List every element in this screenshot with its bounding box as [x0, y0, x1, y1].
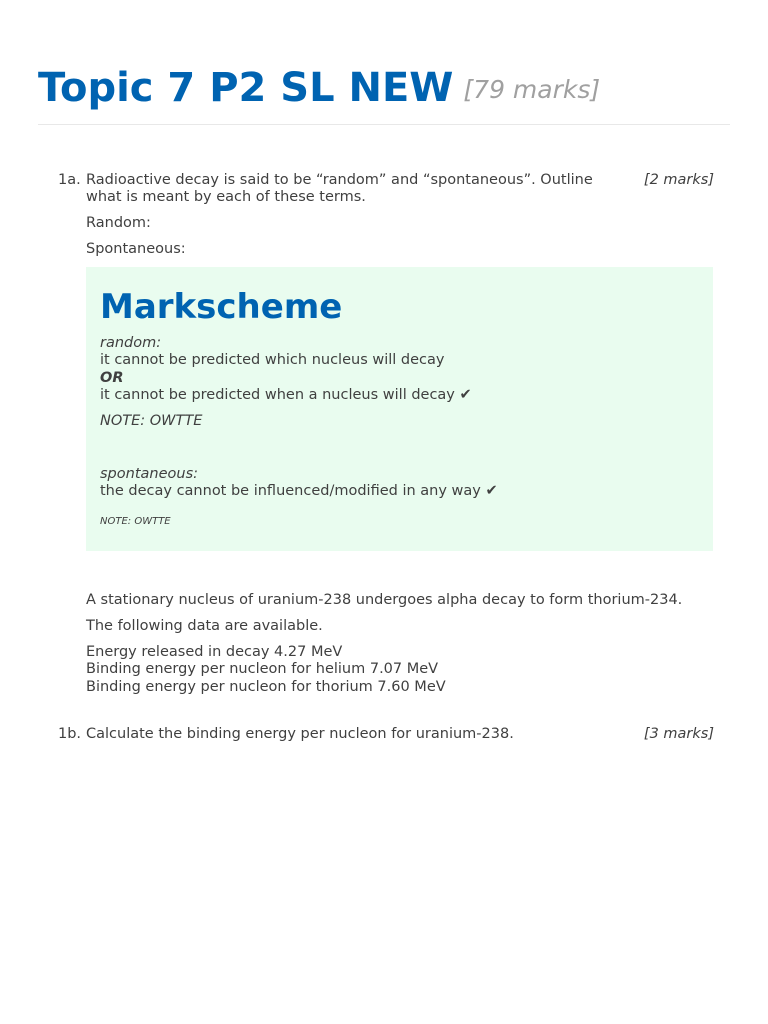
question-number: 1a.: [58, 172, 81, 188]
markscheme-line-1: it cannot be predicted which nucleus will decay: [100, 352, 445, 368]
question-number: 1b.: [58, 726, 82, 742]
markscheme-box: [86, 267, 713, 551]
random-label: Random:: [86, 215, 151, 231]
stem-intro: A stationary nucleus of uranium-238 undergoes alpha decay to form thorium-234.: [86, 592, 683, 608]
total-marks: [79 marks]: [463, 75, 601, 104]
data-intro: The following data are available.: [86, 618, 323, 634]
markscheme-title: Markscheme: [100, 287, 343, 327]
random-heading: random:: [100, 335, 162, 351]
data-line-thorium: Binding energy per nucleon for thorium 7.60 MeV: [86, 679, 446, 695]
markscheme-line-3: the decay cannot be influenced/modified in any way ✔: [100, 483, 498, 499]
page-header: [38, 62, 730, 125]
markscheme-note-1: NOTE: OWTTE: [100, 413, 203, 429]
title-text: Topic 7 P2 SL NEW: [38, 65, 454, 111]
markscheme-line-2: it cannot be predicted when a nucleus will decay ✔: [100, 387, 472, 403]
spontaneous-heading: spontaneous:: [100, 466, 199, 482]
page-title: [38, 62, 730, 116]
question-1b: [58, 726, 714, 743]
markscheme-or: OR: [100, 370, 124, 386]
question-marks: [2 marks]: [643, 172, 714, 188]
question-text: Calculate the binding energy per nucleon for uranium-238.: [86, 726, 514, 742]
question-marks: [3 marks]: [643, 726, 714, 742]
data-line-helium: Binding energy per nucleon for helium 7.07 MeV: [86, 661, 439, 677]
spontaneous-label: Spontaneous:: [86, 241, 186, 257]
question-1a: [58, 172, 714, 206]
markscheme-note-2: NOTE: OWTTE: [100, 516, 171, 527]
data-line-energy: Energy released in decay 4.27 MeV: [86, 644, 343, 660]
question-text: Radioactive decay is said to be “random” and “spontaneous”. Outline what is meant by each of these terms.: [86, 172, 593, 205]
